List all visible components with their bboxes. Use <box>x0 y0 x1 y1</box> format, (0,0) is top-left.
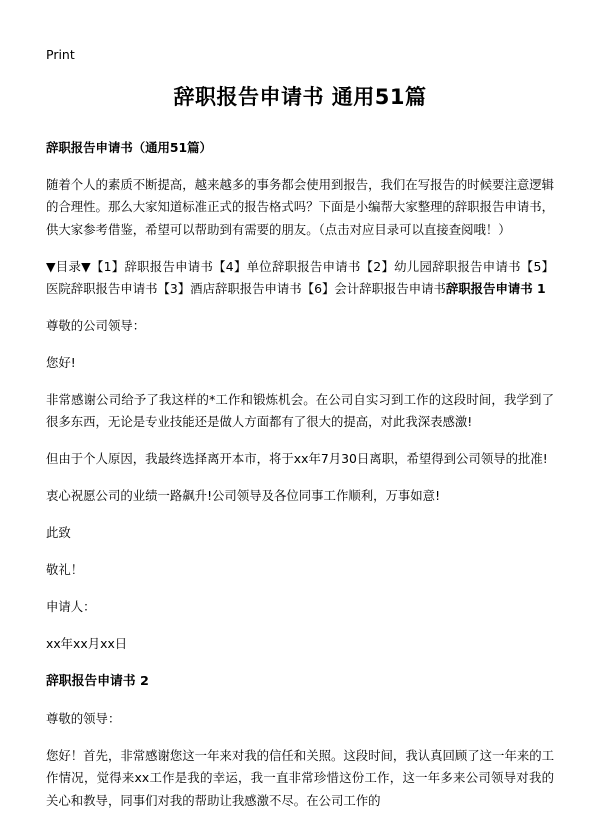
section-1-paragraph-3: 非常感谢公司给予了我这样的*工作和锻炼机会。在公司自实习到工作的这段时间，我学到了很多东西，无论是专业技能还是做人方面都有了很大的提高，对此我深表感激! <box>46 391 554 429</box>
section-1-paragraph-5: 衷心祝愿公司的业绩一路飙升!公司领导及各位同事工作顺利，万事如意! <box>46 488 441 504</box>
section-1-paragraph-6: 此致 <box>46 525 71 541</box>
toc-entries[interactable]: ▼目录▼【1】辞职报告申请书【4】单位辞职报告申请书【2】幼儿园辞职报告申请书【5】医院辞职报告申请书【3】酒店辞职报告申请书【6】会计辞职报告申请书 <box>46 258 554 296</box>
section-1-paragraph-1: 尊敬的公司领导： <box>46 317 146 333</box>
section-1-paragraph-9: xx年xx月xx日 <box>46 636 128 652</box>
section-1-paragraph-2: 您好! <box>46 354 76 370</box>
table-of-contents[interactable] <box>46 256 554 300</box>
document-subtitle: 辞职报告申请书（通用51篇） <box>46 140 212 156</box>
section-1-paragraph-8: 申请人： <box>46 599 96 615</box>
section-2-paragraph-2: 您好！首先，非常感谢您这一年来对我的信任和关照。这段时间，我认真回顾了这一年来的工作情况，觉得来xx工作是我的幸运，我一直非常珍惜这份工作，这一年多来公司领导对我的关心和教导，同事们对我的帮助让我感激不尽。在公司工作的 <box>46 748 555 808</box>
print-link[interactable]: Print <box>46 47 75 62</box>
intro-paragraph: 随着个人的素质不断提高，越来越多的事务都会使用到报告，我们在写报告的时候要注意逻辑的合理性。那么大家知道标准正式的报告格式吗？下面是小编帮大家整理的辞职报告申请书，供大家参考借鉴，希望可以帮助到有需要的朋友。（点击对应目录可以直接查阅哦！） <box>46 177 555 237</box>
section-1-paragraph-4: 但由于个人原因，我最终选择离开本市，将于xx年7月30日离职，希望得到公司领导的批准! <box>46 451 548 467</box>
page-title: 辞职报告申请书 通用51篇 <box>173 85 427 109</box>
section-2-heading: 辞职报告申请书 2 <box>46 673 149 689</box>
toc-trailing-heading: 辞职报告申请书 1 <box>445 280 546 296</box>
section-2-paragraph-1: 尊敬的领导： <box>46 711 121 727</box>
section-1-paragraph-7: 敬礼！ <box>46 562 84 578</box>
